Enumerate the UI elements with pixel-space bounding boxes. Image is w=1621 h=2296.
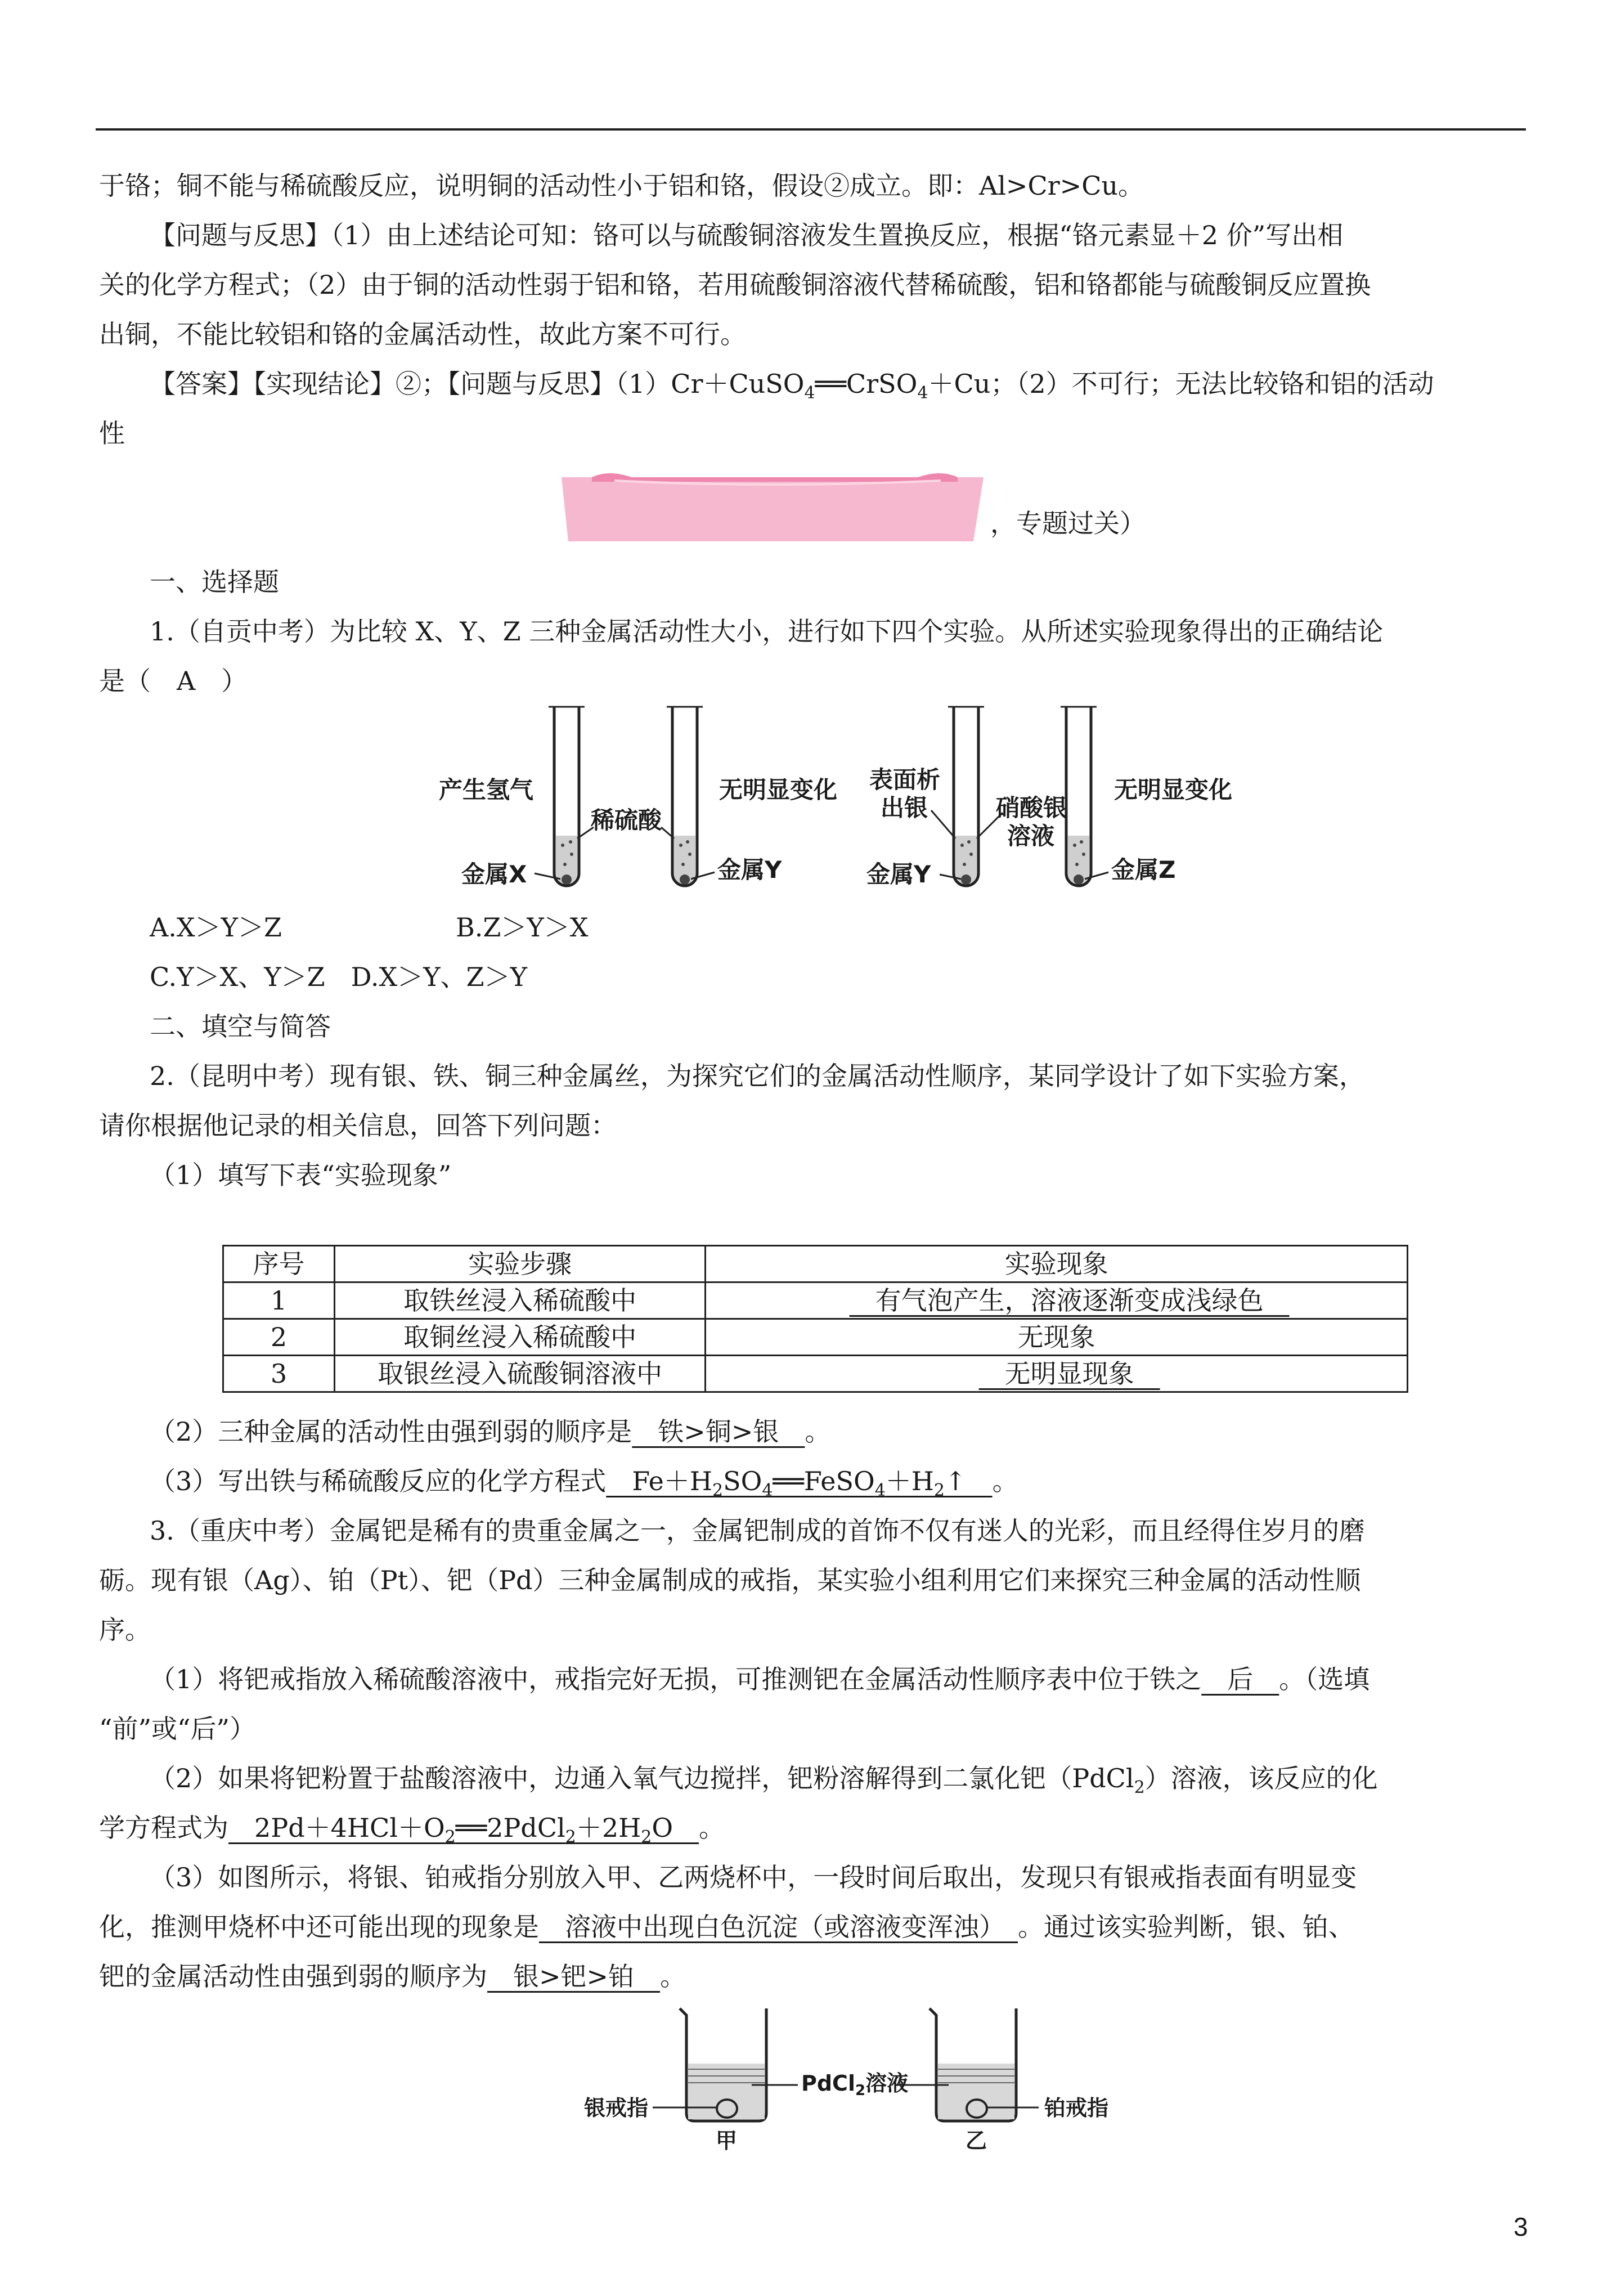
label-no-change: 无明显变化 (719, 776, 838, 804)
option-cd: C.Y＞X、Y＞Z D.X＞Y、Z＞Y (150, 962, 527, 992)
table-header: 实验现象 (706, 1246, 1408, 1282)
label-h2: 产生氢气 (439, 776, 534, 804)
table-cell-result: 无现象 (706, 1319, 1408, 1356)
label-pt-ring: 铂戒指 (1044, 2096, 1109, 2120)
answer-blank: 银>钯>铂 (487, 1961, 661, 1992)
table-cell-no: 2 (223, 1319, 335, 1356)
question-text: （3）如图所示，将银、铂戒指分别放入甲、乙两烧杯中，一段时间后取出，发现只有银戒指表面有明显变 (150, 1862, 1357, 1893)
table-cell-result: 无明显现象 (706, 1356, 1408, 1392)
option-a: A.X＞Y＞Z (150, 912, 282, 943)
answer-blank: $2Pd+4HCl+O_2══2PdCl_2+2H_2O$ (228, 1813, 699, 1847)
section-heading: 一、选择题 (150, 567, 279, 597)
question-text: 是（ A ） (99, 666, 248, 696)
answer-blank: $Fe+H_2SO_4══FeSO_4+H_2↑$ (606, 1466, 993, 1501)
section-title: ，专题过关） (990, 508, 1146, 539)
option-b: B.Z＞Y＞X (456, 912, 589, 943)
question-text: 3.（重庆中考）金属钯是稀有的贵重金属之一，金属钯制成的首饰不仅有迷人的光彩，而且经得住岁月的磨 (150, 1515, 1365, 1546)
label-agno3-1: 硝酸银 (996, 794, 1067, 822)
label-silver-2: 出银 (881, 794, 928, 822)
answer-blank: 溶液中出现白色沉淀（或溶液变浑浊） (539, 1912, 1018, 1942)
question-text: 序。 (99, 1615, 151, 1645)
label-yi: 乙 (966, 2128, 987, 2152)
question-text: 钯的金属活动性由强到弱的顺序为 银>钯>铂 。 (99, 1961, 686, 1992)
question-text: 化，推测甲烧杯中还可能出现的现象是 溶液中出现白色沉淀（或溶液变浑浊） 。通过该实验判断，银、铂、 (99, 1912, 1354, 1942)
question-text: 学方程式为 $2Pd+4HCl+O_2══2PdCl_2+2H_2O$ 。 (99, 1813, 725, 1847)
table-cell-no: 3 (223, 1356, 335, 1392)
question-text: “前”或“后”） (99, 1714, 256, 1744)
label-metal-y: 金属Y (866, 860, 931, 888)
table-header: 实验步骤 (335, 1246, 706, 1282)
table-row (223, 1282, 1408, 1319)
table-row (223, 1319, 1408, 1356)
text-line: 【问题与反思】（1）由上述结论可知：铬可以与硫酸铜溶液发生置换反应，根据“铬元素显＋2 价”写出相 (150, 220, 1344, 250)
section-heading: 二、填空与简答 (150, 1011, 331, 1042)
question-text: （1）将钯戒指放入稀硫酸溶液中，戒指完好无损，可推测钯在金属活动性顺序表中位于铁之 后 。（选填 (150, 1664, 1370, 1694)
table-header-row (223, 1246, 1408, 1282)
label-silver-1: 表面析 (869, 766, 941, 793)
label-no-change: 无明显变化 (1114, 776, 1233, 804)
text-line: 性 (99, 418, 125, 449)
label-pdcl2: PdCl$_2$溶液 (801, 2071, 909, 2099)
label-metal-y: 金属Y (717, 856, 782, 884)
table-row (223, 1356, 1408, 1392)
text-line: 出铜，不能比较铝和铬的金属活动性，故此方案不可行。 (99, 319, 746, 349)
table-cell-no: 1 (223, 1282, 335, 1319)
answer-line: 【答案】【实现结论】②；【问题与反思】（1）Cr＋CuSO$_4$══CrSO$_4$＋Cu；（2）不可行；无法比较铬和铝的活动 (150, 369, 1434, 403)
section-banner (558, 472, 991, 550)
question-text: （3）写出铁与稀硫酸反应的化学方程式 $Fe+H_2SO_4══FeSO_4+H_2↑$ 。 (150, 1466, 1018, 1501)
table-cell-step: 取铁丝浸入稀硫酸中 (335, 1282, 706, 1319)
header-rule (96, 128, 1526, 131)
question-text: 1.（自贡中考）为比较 X、Y、Z 三种金属活动性大小，进行如下四个实验。从所述实验现象得出的正确结论 (150, 616, 1384, 647)
table-header: 序号 (223, 1246, 335, 1282)
label-silver-ring: 银戒指 (584, 2096, 649, 2120)
answer-blank: 后 (1201, 1664, 1279, 1694)
table-cell-result: 有气泡产生，溶液逐渐变成浅绿色 (706, 1282, 1408, 1319)
table-cell-step: 取铜丝浸入稀硫酸中 (335, 1319, 706, 1356)
label-metal-z: 金属Z (1111, 856, 1176, 884)
answer-blank: 铁>铜>银 (632, 1416, 805, 1447)
question-text: （2）如果将钯粉置于盐酸溶液中，边通入氧气边搅拌，钯粉溶解得到二氯化钯（PdCl$_2$）溶液，该反应的化 (150, 1763, 1378, 1798)
text-line: 于铬；铜不能与稀硫酸反应，说明铜的活动性小于铝和铬，假设②成立。即：Al>Cr>Cu。 (99, 171, 1144, 201)
question-text: （2）三种金属的活动性由强到弱的顺序是 铁>铜>银 。 (150, 1416, 831, 1447)
table-cell-step: 取银丝浸入硫酸铜溶液中 (335, 1356, 706, 1392)
question-text: 请你根据他记录的相关信息，回答下列问题： (99, 1110, 617, 1141)
test-tube-figure (433, 698, 1255, 900)
text-line: 关的化学方程式；（2）由于铜的活动性弱于铝和铬，若用硫酸铜溶液代替稀硫酸，铝和铬都能与硫酸铜反应置换 (99, 270, 1371, 300)
beaker-figure (574, 2001, 1137, 2152)
label-agno3-2: 溶液 (1007, 822, 1055, 850)
page-number: 3 (1514, 2212, 1528, 2241)
question-text: 2.（昆明中考）现有银、铁、铜三种金属丝，为探究它们的金属活动性顺序，某同学设计了如下实验方案， (150, 1061, 1365, 1091)
question-text: 砺。现有银（Ag）、铂（Pt）、钯（Pd）三种金属制成的戒指，某实验小组利用它们来探究三种金属的活动性顺 (99, 1565, 1361, 1595)
label-jia: 甲 (716, 2128, 738, 2152)
experiment-table (222, 1245, 1408, 1393)
label-metal-x: 金属X (461, 860, 527, 888)
label-dilute-acid: 稀硫酸 (591, 806, 662, 834)
question-text: （1）填写下表“实验现象” (150, 1160, 452, 1190)
